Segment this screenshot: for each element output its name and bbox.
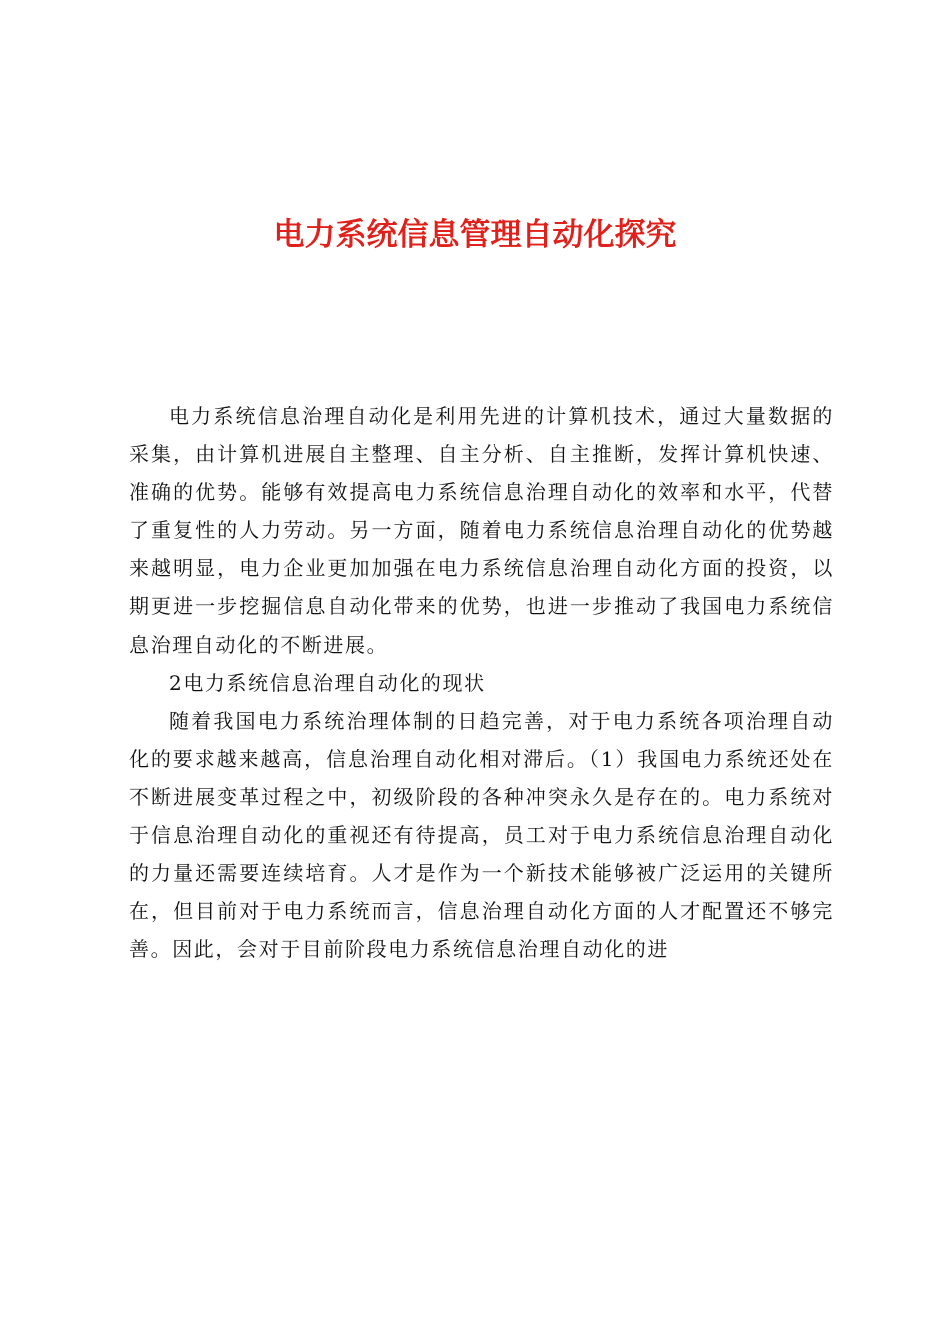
document-body <box>129 397 834 968</box>
section-heading: 2电力系统信息治理自动化的现状 <box>169 670 486 695</box>
body-paragraph: 随着我国电力系统治理体制的日趋完善，对于电力系统各项治理自动化的要求越来越高，信息治理自动化相对滞后。（1）我国电力系统还处在不断进展变革过程之中，初级阶段的各种冲突永久是存在的。电力系统对于信息治理自动化的重视还有待提高，员工对于电力系统信息治理自动化的力量还需要连续培育。人才是作为一个新技术能够被广泛运用的关键所在，但目前对于电力系统而言，信息治理自动化方面的人才配置还不够完善。因此，会对于目前阶段电力系统信息治理自动化的进 <box>129 708 834 962</box>
body-paragraph: 电力系统信息治理自动化是利用先进的计算机技术，通过大量数据的采集，由计算机进展自主整理、自主分析、自主推断，发挥计算机快速、准确的优势。能够有效提高电力系统信息治理自动化的效率和水平，代替了重复性的人力劳动。另一方面，随着电力系统信息治理自动化的优势越来越明显，电力企业更加加强在电力系统信息治理自动化方面的投资，以期更进一步挖掘信息自动化带来的优势，也进一步推动了我国电力系统信息治理自动化的不断进展。 <box>129 404 834 657</box>
document-title: 电力系统信息管理自动化探究 <box>273 217 677 253</box>
